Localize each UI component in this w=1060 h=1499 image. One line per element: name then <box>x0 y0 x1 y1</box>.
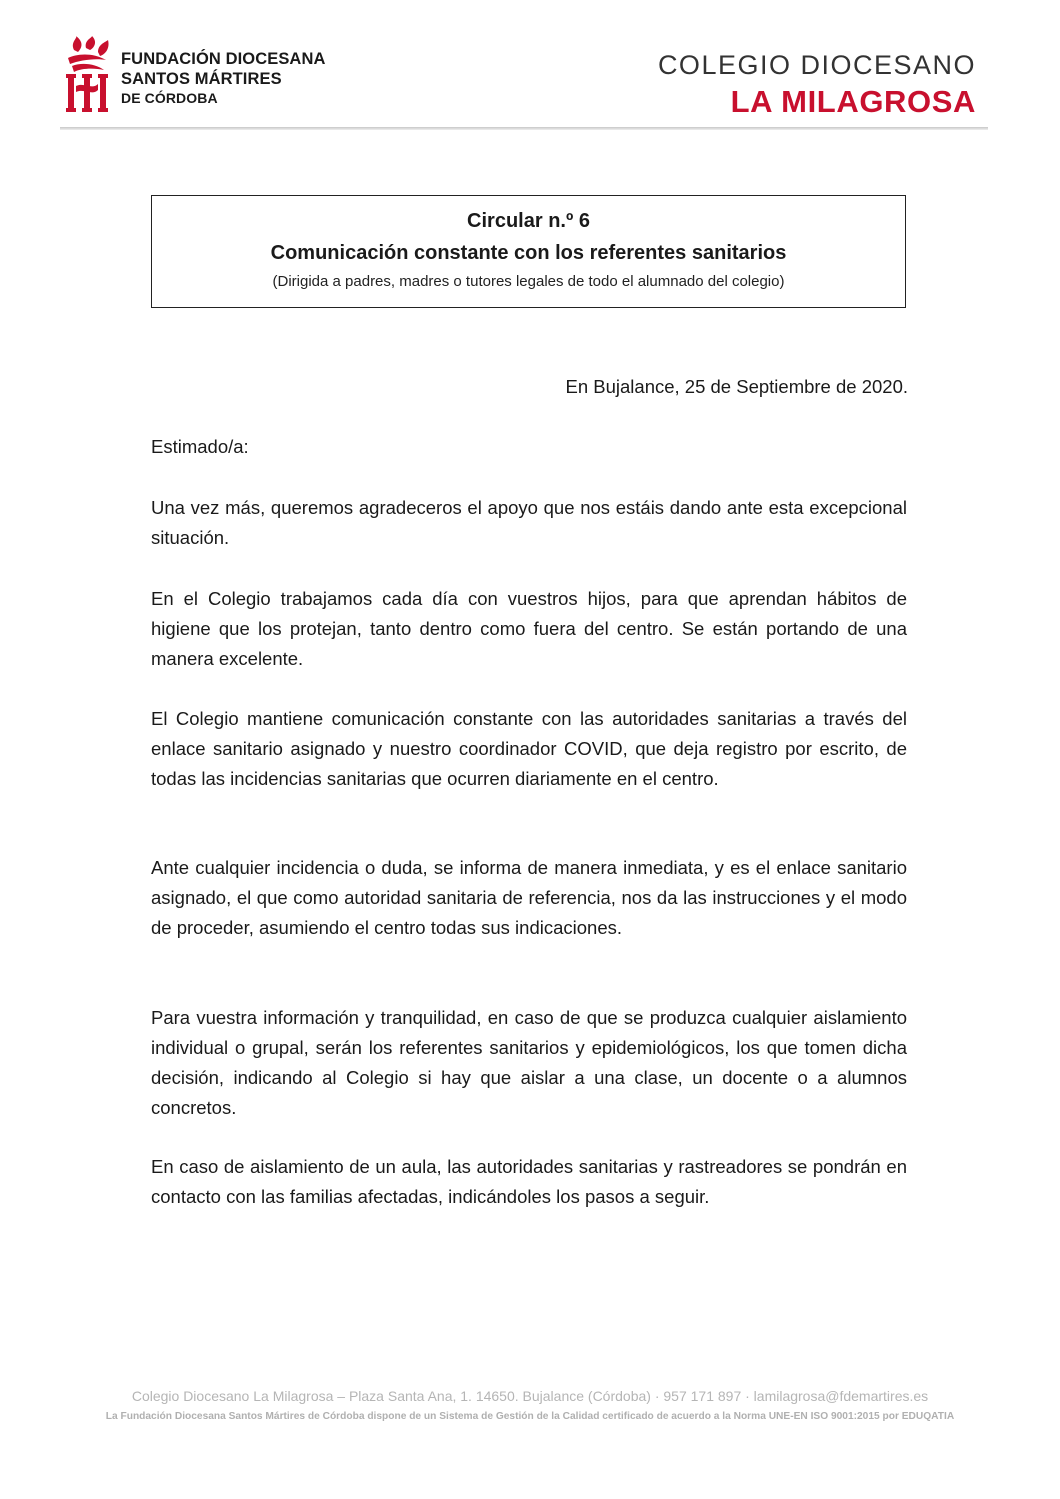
header-divider <box>60 127 988 130</box>
school-line-1: COLEGIO DIOCESANO <box>657 50 976 80</box>
letter-paragraph: Para vuestra información y tranquilidad, en caso de que se produzca cualquier aislamiento individual o grupal, serán los referentes sanitarios y epidemiológicos, los que tomen dicha decisión, indicando al Colegio si hay que aislar a una clase, un docente o a alumnos concretos. <box>151 1007 907 1118</box>
circular-number: Circular n.º 6 <box>467 210 590 232</box>
school-name <box>658 50 976 120</box>
school-line-2: LA MILAGROSA <box>730 84 976 119</box>
letter-paragraph: En caso de aislamiento de un aula, las autoridades sanitarias y rastreadores se pondrán en contacto con las familias afectadas, indicándoles los pasos a seguir. <box>151 1156 907 1207</box>
footer-quality-note: La Fundación Diocesana Santos Mártires de Córdoba dispone de un Sistema de Gestión de la Calidad certificado de acuerdo a la Norma UNE-EN ISO 9001:2015 por EDUQATIA <box>105 1411 955 1422</box>
letter-paragraph: Ante cualquier incidencia o duda, se informa de manera inmediata, y es el enlace sanitario asignado, el que como autoridad sanitaria de referencia, nos da las instrucciones y el modo de proceder, asumiendo el centro todas sus indicaciones. <box>151 857 907 938</box>
letter-paragraph: En el Colegio trabajamos cada día con vuestros hijos, para que aprendan hábitos de higiene que los protejan, tanto dentro como fuera del centro. Se están portando de una manera excelente. <box>151 588 907 669</box>
letter-paragraph: El Colegio mantiene comunicación constante con las autoridades sanitarias a través del enlace sanitario asignado y nuestro coordinador COVID, que deja registro por escrito, de todas las incidencias sanitarias que ocurren diariamente en el centro. <box>151 708 907 789</box>
footer-address: Colegio Diocesano La Milagrosa – Plaza Santa Ana, 1. 14650. Bujalance (Córdoba) · 957 171 897 · lamilagrosa@fdemartires.es <box>131 1388 929 1404</box>
circular-subject: Comunicación constante con los referentes sanitarios <box>270 242 787 264</box>
foundation-line-3: DE CÓRDOBA <box>121 90 218 106</box>
letter-date: En Bujalance, 25 de Septiembre de 2020. <box>565 376 908 397</box>
foundation-line-2: SANTOS MÁRTIRES <box>121 70 282 88</box>
circular-audience: (Dirigida a padres, madres o tutores legales de todo el alumnado del colegio) <box>272 273 785 290</box>
foundation-name <box>121 49 325 107</box>
circular-title-box <box>151 195 906 308</box>
letter-salutation: Estimado/a: <box>151 436 249 457</box>
foundation-line-1: FUNDACIÓN DIOCESANA <box>121 50 326 68</box>
martyrs-columns-logo-icon <box>62 36 112 114</box>
letter-paragraph: Una vez más, queremos agradeceros el apoyo que nos estáis dando ante esta excepcional situación. <box>151 497 907 548</box>
page-header <box>0 0 1060 135</box>
